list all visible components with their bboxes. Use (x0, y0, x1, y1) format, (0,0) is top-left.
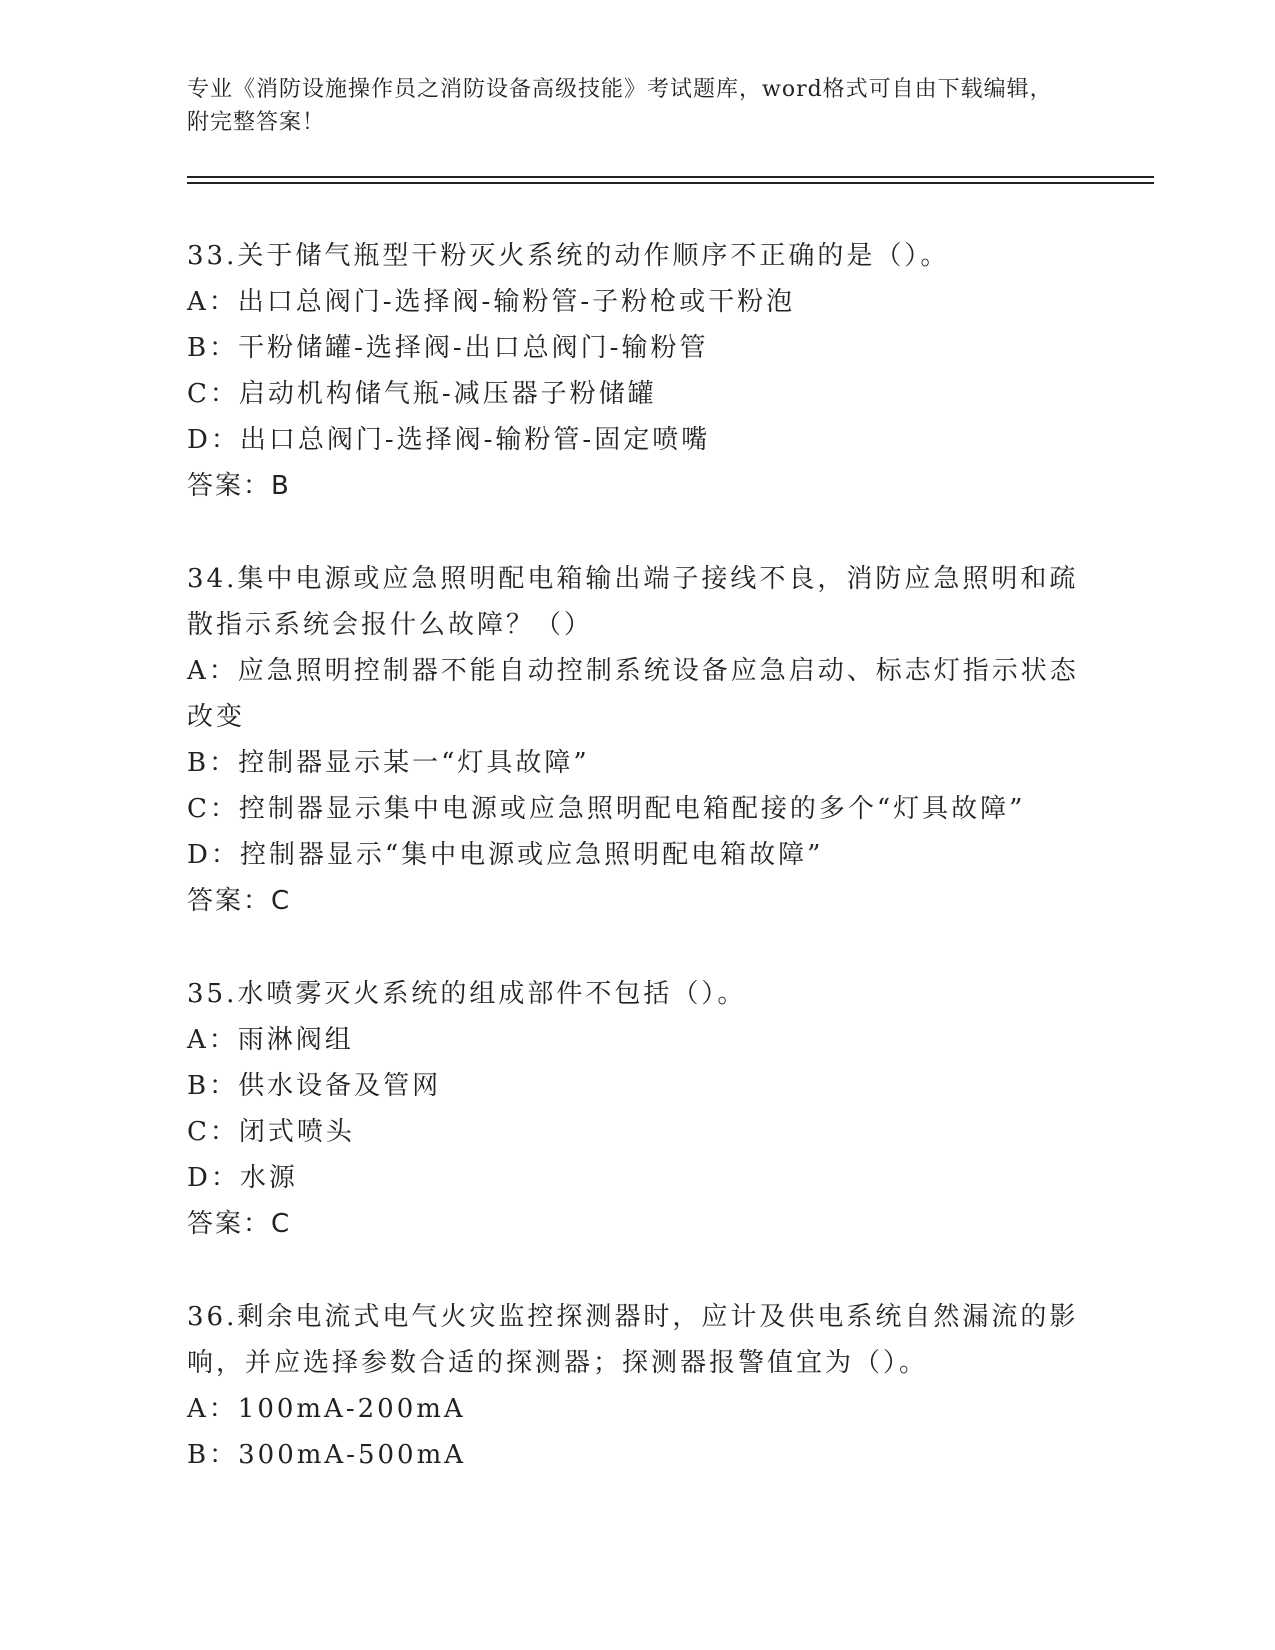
option-b: B：供水设备及管网 (187, 1071, 442, 1101)
option-b: B：300mA-500mA (187, 1440, 467, 1470)
question-stem: 34.集中电源或应急照明配电箱输出端子接线不良，消防应急照明和疏散指示系统会报什么故障？（） (187, 564, 1079, 640)
option-d: D：出口总阀门-选择阀-输粉管-固定喷嘴 (187, 425, 711, 455)
question-list (187, 233, 1087, 1525)
question-36 (187, 1294, 1087, 1478)
option-c: C：闭式喷头 (187, 1117, 355, 1147)
question-33 (187, 233, 1087, 509)
answer: 答案：C (187, 1209, 292, 1239)
option-d: D：控制器显示“集中电源或应急照明配电箱故障” (187, 840, 824, 870)
option-a: A：出口总阀门-选择阀-输粉管-子粉枪或干粉泡 (187, 287, 796, 317)
option-b: B：干粉储罐-选择阀-出口总阀门-输粉管 (187, 333, 709, 363)
option-a: A：雨淋阀组 (187, 1025, 354, 1055)
option-a: A：应急照明控制器不能自动控制系统设备应急启动、标志灯指示状态改变 (187, 656, 1079, 732)
answer: 答案：C (187, 886, 292, 916)
option-d: D：水源 (187, 1163, 298, 1193)
question-stem: 36.剩余电流式电气火灾监控探测器时，应计及供电系统自然漏流的影响，并应选择参数合适的探测器；探测器报警值宜为（）。 (187, 1302, 1079, 1378)
question-34 (187, 556, 1087, 924)
header-divider-bottom (187, 182, 1154, 184)
question-stem: 33.关于储气瓶型干粉灭火系统的动作顺序不正确的是（）。 (187, 241, 950, 271)
option-a: A：100mA-200mA (187, 1394, 466, 1424)
option-b: B：控制器显示某一“灯具故障” (187, 748, 590, 778)
document-header: 专业《消防设施操作员之消防设备高级技能》考试题库，word格式可自由下载编辑，附完整答案！ (187, 77, 1053, 135)
header-divider-top (187, 176, 1154, 178)
option-c: C：控制器显示集中电源或应急照明配电箱配接的多个“灯具故障” (187, 794, 1026, 824)
question-35 (187, 971, 1087, 1247)
answer: 答案：B (187, 471, 291, 501)
option-c: C：启动机构储气瓶-减压器子粉储罐 (187, 379, 657, 409)
question-stem: 35.水喷雾灭火系统的组成部件不包括（）。 (187, 979, 747, 1009)
